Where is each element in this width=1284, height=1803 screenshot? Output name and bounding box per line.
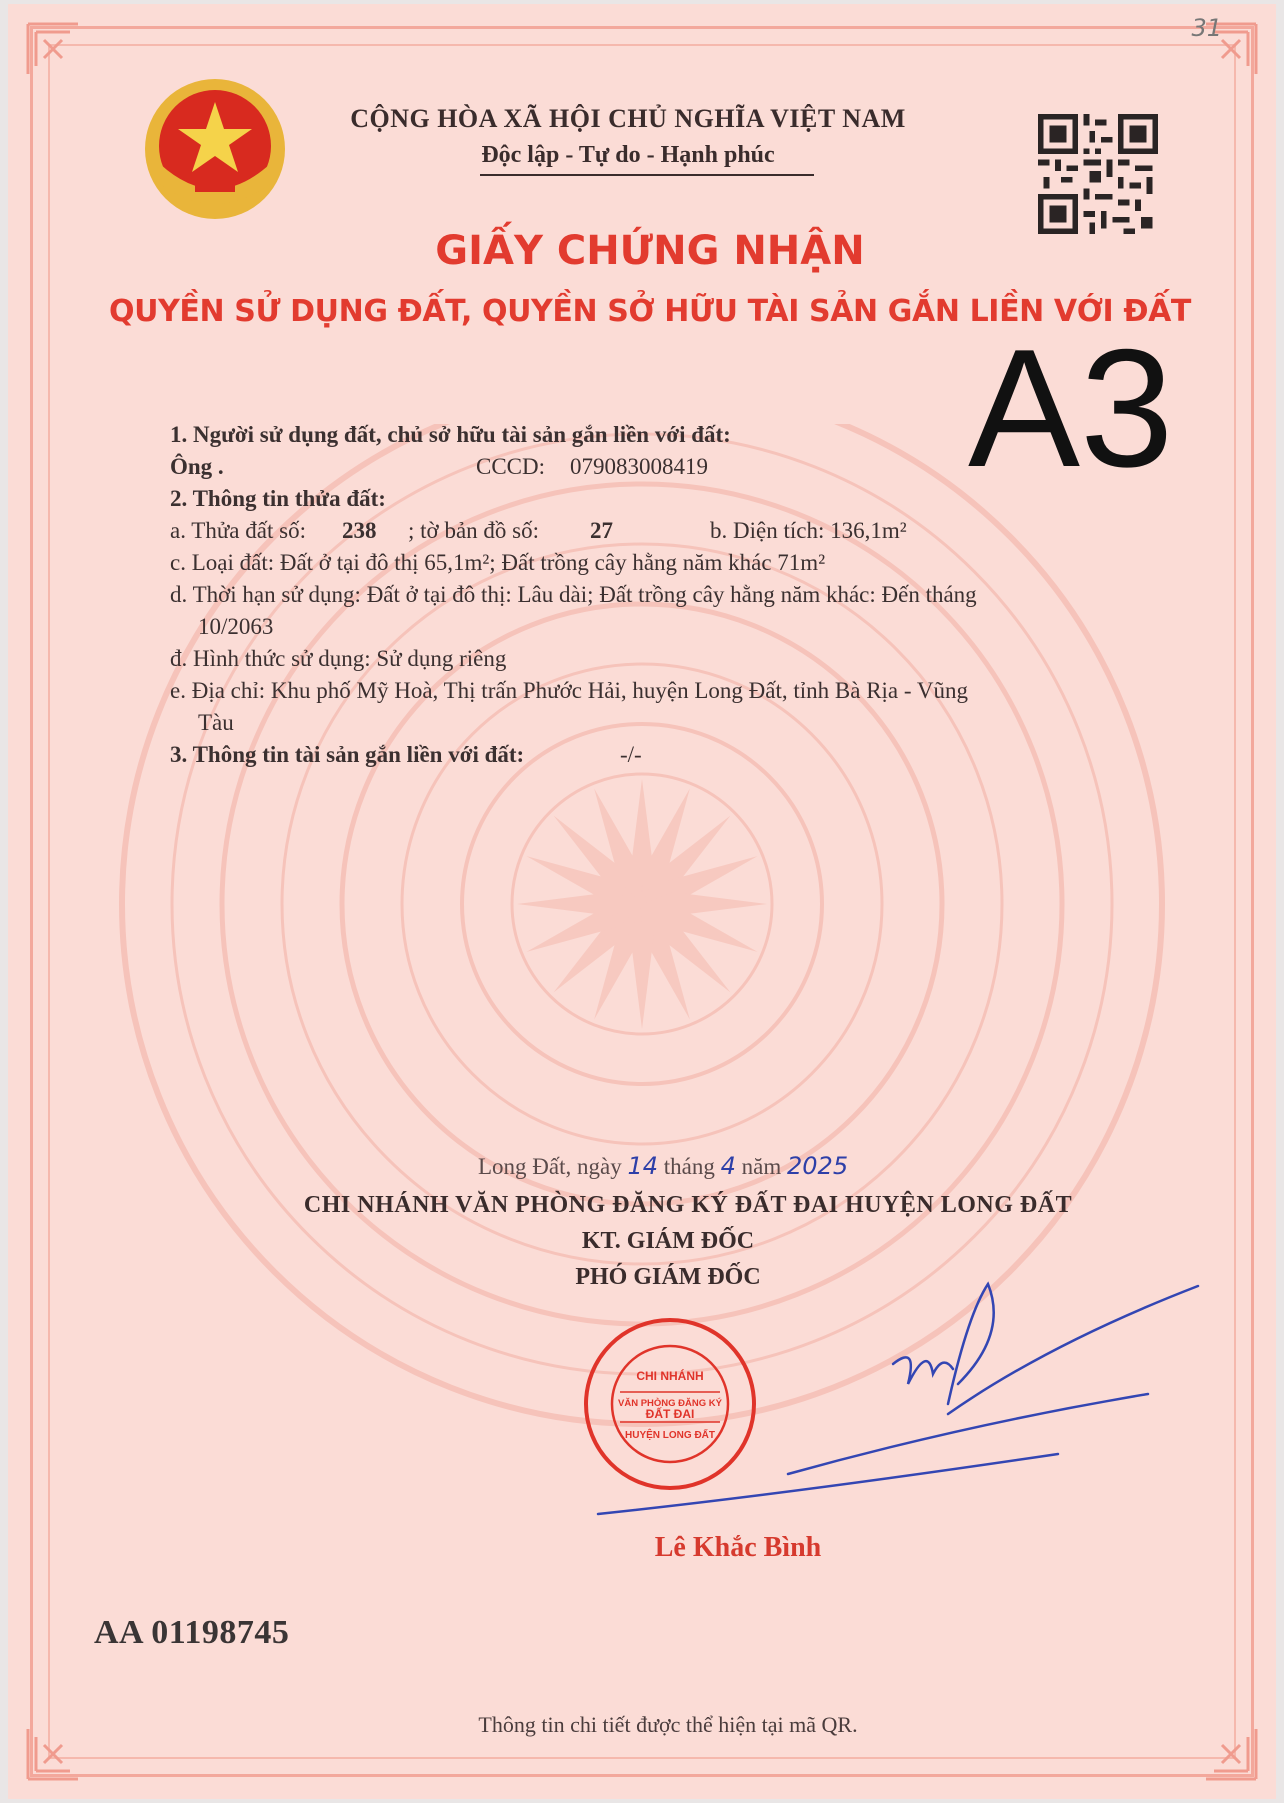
month-label: tháng xyxy=(663,1154,715,1179)
certificate-body xyxy=(170,422,1160,774)
usage-form-text: đ. Hình thức sử dụng: Sử dụng riêng xyxy=(170,646,507,671)
stamp-line-1: CHI NHÁNH xyxy=(636,1369,704,1383)
land-type-text: c. Loại đất: Đất ở tại đô thị 65,1m²; Đất trồng cây hằng năm khác 71m² xyxy=(170,550,826,575)
parcel-label: a. Thửa đất số: xyxy=(170,518,306,543)
map-label: ; tờ bản đồ số: xyxy=(408,518,539,543)
term-text-line2: 10/2063 xyxy=(198,614,274,639)
serial-number: AA 01198745 xyxy=(94,1614,290,1651)
issue-day: 14 xyxy=(627,1152,659,1180)
national-emblem-icon xyxy=(140,74,290,224)
document-title: GIẤY CHỨNG NHẬN xyxy=(435,228,865,274)
area-text: b. Diện tích: 136,1m² xyxy=(710,518,907,543)
stamp-line-2: VĂN PHÒNG ĐĂNG KÝ xyxy=(618,1398,722,1409)
term-text-line1: d. Thời hạn sử dụng: Đất ở tại đô thị: Lâu dài; Đất trồng cây hằng năm khác: Đến tháng xyxy=(170,582,977,607)
section1-heading: 1. Người sử dụng đất, chủ sở hữu tài sản gắn liền với đất: xyxy=(170,422,731,447)
map-value: 27 xyxy=(590,518,613,543)
address-text-line1: e. Địa chỉ: Khu phố Mỹ Hoà, Thị trấn Phước Hải, huyện Long Đất, tỉnh Bà Rịa - Vũng xyxy=(170,678,968,703)
stamp-line-4: HUYỆN LONG ĐẤT xyxy=(625,1430,715,1441)
issue-year: 2025 xyxy=(787,1152,849,1180)
issue-place: Long Đất, ngày xyxy=(478,1154,622,1179)
section3-value: -/- xyxy=(620,742,642,767)
section2-heading: 2. Thông tin thửa đất: xyxy=(170,486,386,511)
national-title: CỘNG HÒA XÃ HỘI CHỦ NGHĨA VIỆT NAM xyxy=(350,104,906,133)
corner-ornament-icon xyxy=(26,1727,80,1781)
signer-role-1: KT. GIÁM ĐỐC xyxy=(581,1228,755,1254)
issue-date-line xyxy=(478,1152,848,1180)
national-motto: Độc lập - Tự do - Hạnh phúc xyxy=(481,142,775,168)
corner-ornament-icon xyxy=(1204,1727,1258,1781)
issue-month: 4 xyxy=(720,1152,736,1180)
section3-heading: 3. Thông tin tài sản gắn liền với đất: xyxy=(170,742,525,767)
owner-prefix: Ông . xyxy=(170,454,224,479)
page-mark: 31 xyxy=(1191,14,1222,42)
qr-code-icon xyxy=(1038,114,1158,234)
document-subtitle: QUYỀN SỬ DỤNG ĐẤT, QUYỀN SỞ HỮU TÀI SẢN GẮN LIỀN VỚI ĐẤT xyxy=(109,294,1191,329)
address-text-line2: Tàu xyxy=(198,710,234,735)
signer-name: Lê Khắc Bình xyxy=(654,1532,822,1563)
id-value: 079083008419 xyxy=(570,454,708,479)
signer-role-2: PHÓ GIÁM ĐỐC xyxy=(575,1264,761,1290)
handwritten-signature xyxy=(588,1274,1208,1534)
id-label: CCCD: xyxy=(476,454,546,479)
certificate-sheet xyxy=(8,4,1276,1799)
qr-footer-note: Thông tin chi tiết được thể hiện tại mã QR. xyxy=(478,1712,858,1737)
stamp-line-3: ĐẤT ĐAI xyxy=(645,1407,695,1421)
year-label: năm xyxy=(741,1154,782,1179)
motto-underline xyxy=(480,174,814,176)
corner-ornament-icon xyxy=(26,22,80,76)
issuing-office: CHI NHÁNH VĂN PHÒNG ĐĂNG KÝ ĐẤT ĐAI HUYỆN LONG ĐẤT xyxy=(303,1192,1073,1218)
annotation-label: A3 xyxy=(968,314,1174,502)
parcel-value: 238 xyxy=(342,518,377,543)
